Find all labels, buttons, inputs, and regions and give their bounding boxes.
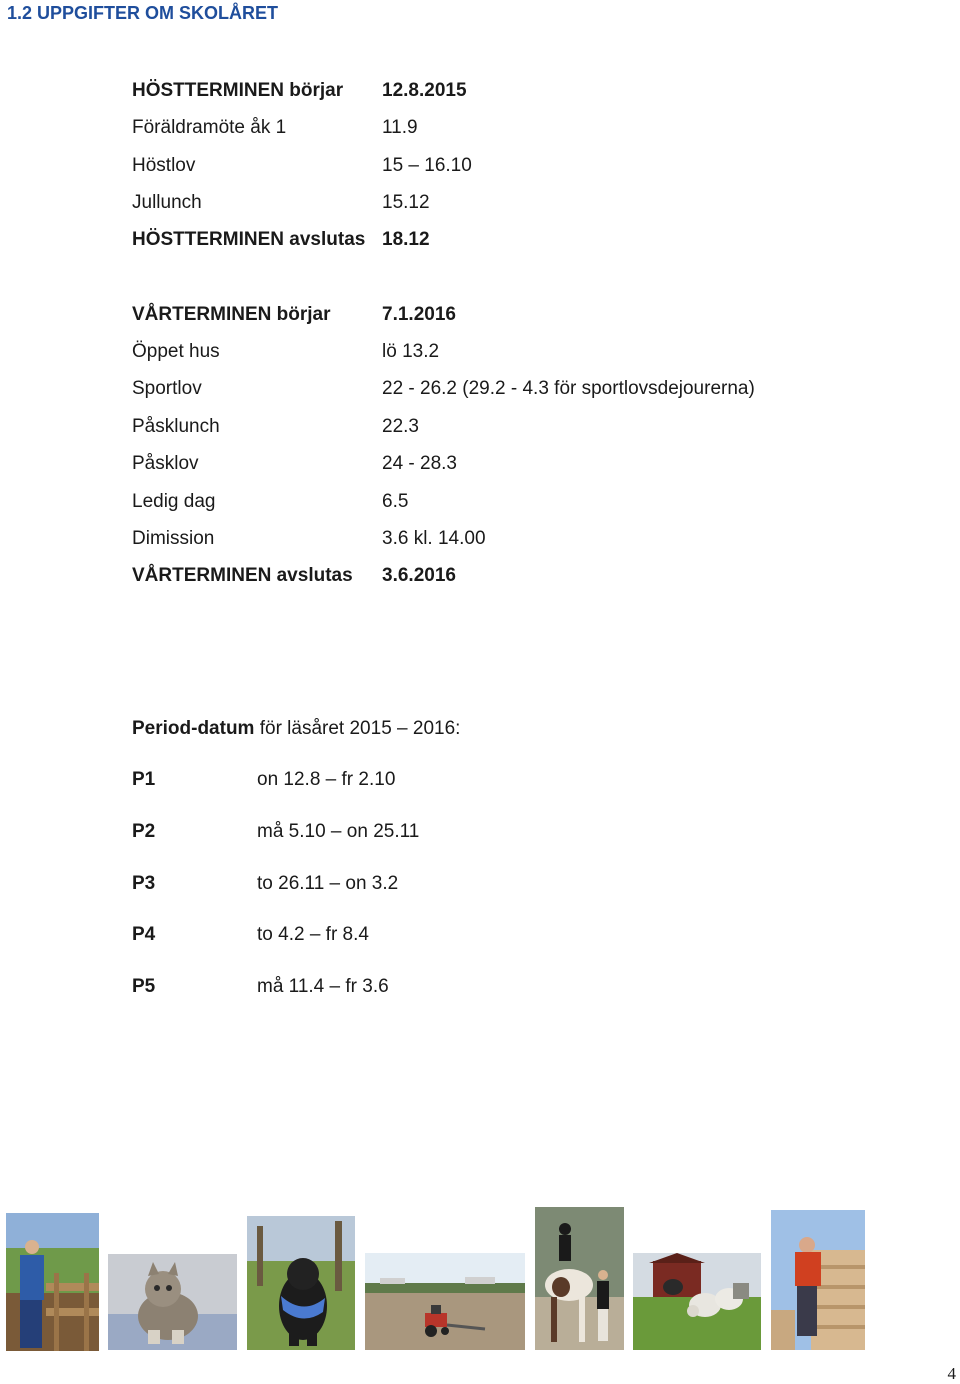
period-dates: on 12.8 – fr 2.10 (257, 769, 396, 790)
carpentry-photo (771, 1210, 865, 1350)
sheep-photo (633, 1253, 761, 1350)
event-label: Jullunch (132, 192, 202, 213)
event-label: Dimission (132, 528, 215, 549)
period-dates: må 5.10 – on 25.11 (257, 821, 420, 842)
period-title-rest: för läsåret 2015 – 2016: (254, 718, 461, 739)
gardening-photo (6, 1213, 99, 1351)
section-heading: 1.2 UPPGIFTER OM SKOLÅRET (7, 3, 279, 23)
event-date: lö 13.2 (382, 341, 440, 362)
event-date: 15 – 16.10 (382, 155, 472, 176)
horse-rider-photo (535, 1207, 624, 1350)
event-label: HÖSTTERMINEN börjar (132, 80, 344, 101)
period-dates: må 11.4 – fr 3.6 (257, 976, 389, 997)
event-date: 12.8.2015 (382, 80, 467, 101)
period-title (132, 718, 460, 740)
period-dates: to 4.2 – fr 8.4 (257, 924, 369, 945)
event-label: Påsklunch (132, 416, 220, 437)
period-dates: to 26.11 – on 3.2 (257, 873, 399, 894)
period-id: P3 (132, 873, 156, 894)
event-label: HÖSTTERMINEN avslutas (132, 229, 366, 250)
tractor-field-photo (365, 1253, 525, 1350)
event-date: 22.3 (382, 416, 419, 437)
event-date: 7.1.2016 (382, 304, 456, 325)
event-label: Påsklov (132, 453, 199, 474)
event-label: VÅRTERMINEN börjar (132, 304, 331, 325)
kitten-photo (108, 1254, 237, 1350)
event-label: VÅRTERMINEN avslutas (132, 565, 353, 586)
period-id: P2 (132, 821, 156, 842)
event-label: Öppet hus (132, 341, 220, 362)
event-date: 24 - 28.3 (382, 453, 457, 474)
event-label: Sportlov (132, 378, 202, 399)
period-id: P4 (132, 924, 156, 945)
event-date: 3.6.2016 (382, 565, 456, 586)
event-date: 3.6 kl. 14.00 (382, 528, 486, 549)
puppy-photo (247, 1216, 355, 1350)
period-id: P5 (132, 976, 156, 997)
event-label: Föräldramöte åk 1 (132, 117, 287, 138)
event-date: 18.12 (382, 229, 430, 250)
event-label: Ledig dag (132, 491, 216, 512)
event-date: 11.9 (382, 117, 418, 138)
event-date: 6.5 (382, 491, 409, 512)
event-date: 15.12 (382, 192, 430, 213)
page-number: 4 (947, 1364, 956, 1383)
event-date: 22 - 26.2 (29.2 - 4.3 för sportlovsdejourerna) (382, 378, 755, 399)
event-label: Höstlov (132, 155, 196, 176)
period-title-bold: Period-datum (132, 718, 255, 739)
period-id: P1 (132, 769, 156, 790)
